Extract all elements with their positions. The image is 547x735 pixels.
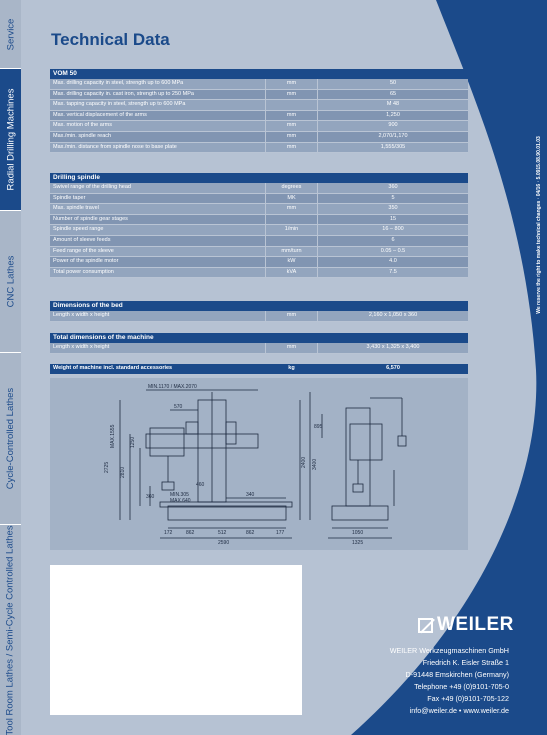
dim-570: 570	[174, 404, 183, 410]
table-row: Max./min. spindle reach mm 2,070/1,170	[50, 132, 468, 143]
arm-front	[146, 434, 258, 448]
dim-512: 512	[218, 530, 227, 536]
dim-460: 460	[196, 482, 205, 488]
section-title: Dimensions of the bed	[50, 301, 468, 311]
section-total-dimensions	[50, 333, 468, 354]
company-name: WEILER Werkzeugmaschinen GmbH	[389, 646, 509, 655]
table-row: Max. vertical displacement of the arms mm 1,250	[50, 111, 468, 122]
dim-177: 177	[276, 530, 285, 536]
table-row: Length x width x height mm 3,430 x 1,325 x 3,400	[50, 343, 468, 354]
dim-2590: 2590	[218, 540, 230, 546]
fax: Fax +49 (0)9101-705-122	[427, 694, 509, 703]
dim-max1555: MAX.1555	[110, 424, 116, 448]
section-title: Total dimensions of the machine	[50, 333, 468, 343]
table-row: Max./min. distance from spindle nose to base plate mm 1,555/305	[50, 143, 468, 154]
dim-1250: 1250	[130, 436, 136, 448]
dim-2810: 2810	[120, 466, 126, 478]
dim-862a: 862	[186, 530, 195, 536]
dim-862b: 862	[246, 530, 255, 536]
technical-drawing	[50, 378, 468, 550]
table-row: Max. spindle travel mm 350	[50, 204, 468, 215]
dim-2400: 2400	[301, 456, 307, 468]
weiler-logo: WEILER	[418, 614, 514, 636]
blank-panel	[50, 565, 302, 715]
base-plate-front	[168, 506, 286, 520]
main-content	[21, 0, 547, 735]
dim-172: 172	[164, 530, 173, 536]
street: Friedrich K. Eisler Straße 1	[422, 658, 509, 667]
tab-cnc-lathes[interactable]: CNC Lathes	[0, 211, 21, 353]
section-title: VOM 50	[50, 69, 468, 79]
table-row: Swivel range of the drilling head degrees 360	[50, 183, 468, 194]
dim-340: 340	[246, 492, 255, 498]
weight-row: Weight of machine incl. standard accessories kg 6,570	[50, 364, 468, 375]
table-row: Length x width x height mm 2,160 x 1,050 x 360	[50, 311, 468, 322]
table-row: Spindle taper MK 5	[50, 194, 468, 205]
tab-service[interactable]: Service	[0, 0, 21, 69]
page-title: Technical Data	[51, 30, 170, 49]
dim-3400: 3400	[312, 458, 318, 470]
table-row: Max. drilling capacity in steel, strength up to 600 MPa mm 50	[50, 79, 468, 90]
section-vom50	[50, 69, 468, 153]
base-plate-side	[332, 506, 388, 520]
section-title: Drilling spindle	[50, 173, 468, 183]
table-row: Max. drilling capacity in. cast iron, strength up to 250 MPa mm 65	[50, 90, 468, 101]
section-weight	[50, 364, 468, 375]
drill-head-side	[350, 424, 382, 460]
table-row: Feed range of the sleeve mm/turn 0.05 – 0.5	[50, 247, 468, 258]
company-address	[390, 645, 509, 717]
telephone: Telephone +49 (0)9101-705-0	[414, 682, 509, 691]
table-row: Number of spindle gear stages 15	[50, 215, 468, 226]
dim-max640: MAX.640	[170, 498, 191, 504]
contact-links[interactable]: info@weiler.de • www.weiler.de	[409, 706, 509, 715]
table-row: Power of the spindle motor kW 4.0	[50, 257, 468, 268]
table-row: Amount of sleeve feeds 6	[50, 236, 468, 247]
city: D-91448 Emskirchen (Germany)	[405, 670, 509, 679]
section-drilling-spindle	[50, 173, 468, 278]
dim-reach: MIN.1170 / MAX.2070	[148, 384, 197, 390]
table-row: Max. tapping capacity in steel, strength up to 600 MPa M 48	[50, 100, 468, 111]
table-row: Max. motion of the arms mm 900	[50, 121, 468, 132]
category-tabs	[0, 0, 21, 735]
tab-tool-room-lathes[interactable]: Tool Room Lathes / Semi-Cycle Controlled Lathes	[5, 524, 16, 735]
side-note: We reserve the right to make technical changes · 04/16 · 5.0915.08.90.01.03	[536, 136, 542, 314]
table-row: Total power consumption kVA 7.5	[50, 268, 468, 279]
tab-radial-drilling-machines[interactable]: Radial Drilling Machines	[0, 69, 21, 211]
table-row: Spindle speed range 1/min 16 – 800	[50, 225, 468, 236]
dim-min305: MIN.305	[170, 492, 189, 498]
machine-drawing-svg	[50, 378, 468, 550]
dim-1050: 1050	[352, 530, 364, 536]
weiler-logo-icon	[418, 618, 433, 633]
section-bed-dimensions	[50, 301, 468, 322]
dim-360: 360	[146, 494, 155, 500]
dim-1325: 1325	[352, 540, 364, 546]
tab-cycle-controlled-lathes[interactable]: Cycle-Controlled Lathes	[0, 353, 21, 525]
dim-2725: 2725	[104, 461, 110, 473]
dim-895: 895	[314, 424, 323, 430]
drill-head-front	[150, 428, 184, 456]
